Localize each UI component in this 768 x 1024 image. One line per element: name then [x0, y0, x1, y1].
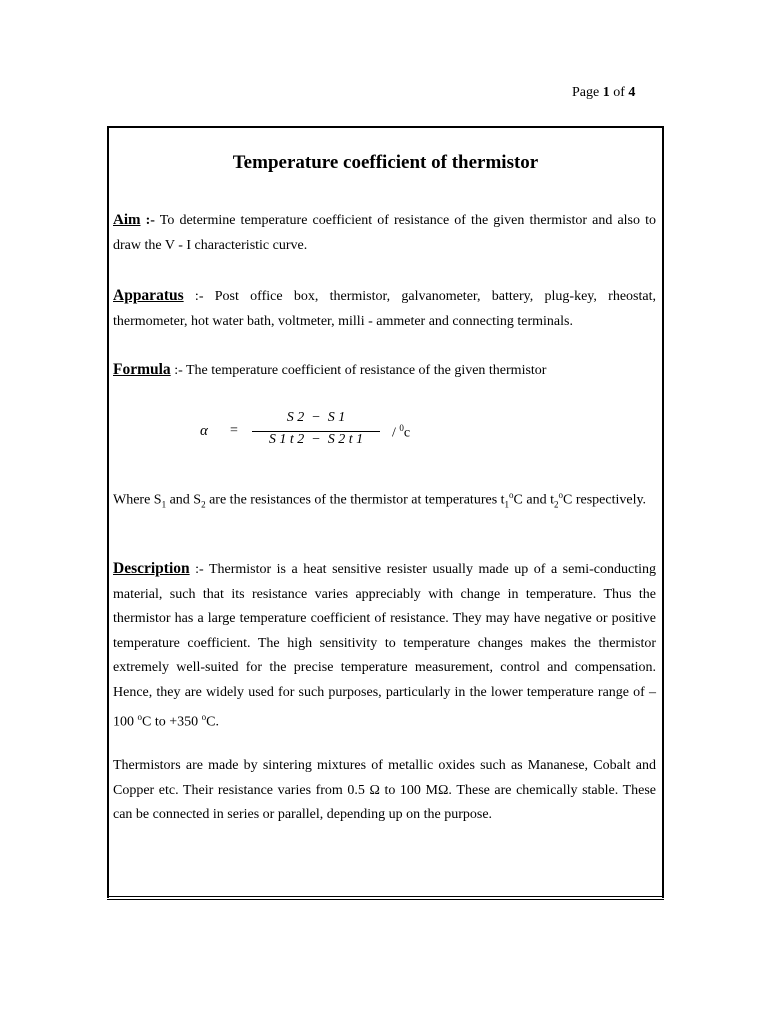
apparatus-heading: Apparatus — [113, 287, 184, 304]
formula-numerator: S 2 − S 1 — [286, 410, 346, 425]
aim-section: Aim :- To determine temperature coefficient of resistance of the given thermistor and also to draw the V - I characteristic curve. — [113, 212, 656, 253]
document-title: Temperature coefficient of thermistor — [232, 152, 539, 173]
aim-heading: Aim — [113, 212, 141, 228]
page-number: Page 1 of 4 — [572, 85, 636, 100]
where-paragraph: Where $S_1$ and $S_2$ are the resistances of the thermistor at temperatures $t_1^oC$ and $t_2^oC$ respectively. — [113, 490, 647, 510]
frame-bottom-rule-double — [107, 899, 664, 900]
description-section: Description :- Thermistor is a heat sensitive resister usually made up of a semi-conducting material, such that its resistance varies appreciably with change in temperature. Thus the thermistor has a large temperature coefficient of resistance. They may have negative or positive temperature coefficient. The high sensitivity to temperature changes makes the thermistor extremely well-suited for the precise temperature measurement, control and compensation. Hence, they are widely used for such purposes, particularly in the lower temperature range of –100 $^o$C to +350 $^o$C. — [113, 560, 656, 730]
formula-unit: / $^0$c — [392, 423, 411, 441]
apparatus-section — [113, 284, 656, 334]
thermistors-paragraph: Thermistors are made by sintering mixtures of metallic oxides such as Mananese, Cobalt and Copper etc. Their resistance varies from 0.5 Ω to 100 MΩ. These are chemically stable. These can be connected in series or parallel, depending up on the purpose. — [113, 758, 656, 822]
apparatus-text: :- Post office box, thermistor, galvanometer, battery, plug-key, rheostat, thermometer, hot water bath, voltmeter, milli - ammeter and connecting terminals. — [113, 289, 656, 329]
equals-sign: = — [230, 423, 238, 438]
frame-bottom-rule — [107, 896, 664, 897]
description-heading: Description — [113, 560, 190, 577]
formula-text: :- The temperature coefficient of resistance of the given thermistor — [170, 363, 547, 378]
alpha-symbol: α — [200, 423, 208, 439]
formula-denominator: S 1 t 2 − S 2 t 1 — [268, 432, 364, 447]
aim-text: To determine temperature coefficient of resistance of the given thermistor and also to draw the V - I characteristic curve. — [113, 213, 656, 253]
formula-heading: Formula — [113, 361, 171, 378]
formula-equation — [190, 410, 450, 460]
formula-section — [113, 358, 656, 384]
